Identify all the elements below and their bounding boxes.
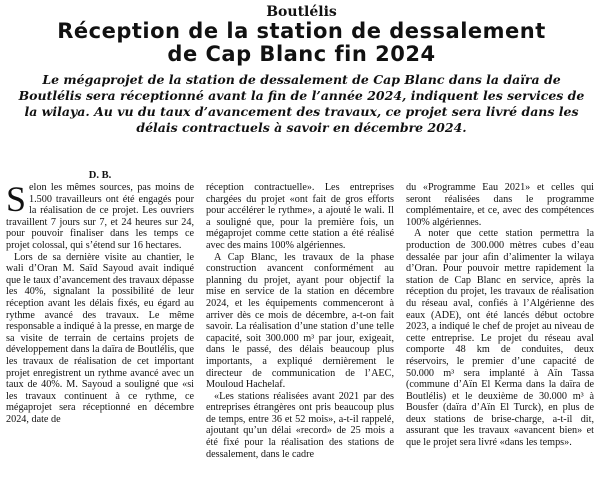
paragraph-text: elon les mêmes sources, pas moins de 1.500 travailleurs ont été engagés pour la réalisation de ce projet. Les ouvriers travaillent 7 jours sur 7, et 24 heures sur 24, pour pouvoir finaliser dans les temps ce projet colossal, qui s’étend sur 16 hectares. xyxy=(6,182,194,251)
article-kicker: Boutlélis xyxy=(266,4,337,20)
headline-line-2: de Cap Blanc fin 2024 xyxy=(167,42,436,66)
paragraph: réception contractuelle». Les entreprises chargées du projet «ont fait de gros efforts pour accélérer le rythme», a ajouté le wali. Il a souligné que, pour la première fois, un mégaprojet comme cette station a été réalisé avec des mains 100% algériennes. xyxy=(206,182,394,251)
paragraph: «Les stations réalisées avant 2021 par des entreprises étrangères ont pris beaucoup plus de temps, entre 36 et 52 mois», a-t-il rappelé, ajoutant qu’un délai «record» de 25 mois a été fixé pour la réalisation des stations de dessalement, dans le cadre xyxy=(206,390,394,460)
article-byline: D. B. xyxy=(88,170,112,181)
body-column-1 xyxy=(6,182,194,477)
paragraph: A Cap Blanc, les travaux de la phase construction avancent conformément au planning du projet, ayant pour objectif la mise en service de la station en décembre 2024, et les équipements commenceront à arriver dès ce mois de décembre, a-t-on fait savoir. La réalisation d’une station d’une telle capacité, soit 300.000 m³ par jour, exigeait, dans le passé, des délais beaucoup plus importants, a expliqué dernièrement le directeur de communication de l’AEC, Mouloud Hachelaf. xyxy=(206,251,394,391)
article-headline xyxy=(0,20,603,66)
paragraph: A noter que cette station permettra la production de 300.000 mètres cubes d’eau dessalée par jour afin d’alimenter la wilaya d’Oran. Pour pouvoir mettre rapidement la station de Cap Blanc en service, après la réception du projet, les travaux de réalisation du réseau aval, confiés à l’Algérienne des eaux (ADE), ont été lancés début octobre 2023, a indiqué le chef de projet au niveau de cette entreprise. Le projet du réseau aval comporte 48 km de conduites, deux réservoirs, le premier d’une capacité de 50.000 m³ sera implanté à Aïn Tassa (commune d’Aïn El Kerma dans la daïra de Boutlélis) et le deuxième de 30.000 m³ à Bousfer (daïra d’Aïn El Turck), en plus de deux stations de brise-charge, a-t-il dit, assurant que les travaux «avancent bien» et que le projet sera livré «dans les temps». xyxy=(406,228,594,449)
body-column-3 xyxy=(406,182,594,477)
body-column-2 xyxy=(206,182,394,477)
paragraph: Lors de sa dernière visite au chantier, le wali d’Oran M. Saïd Sayoud avait indiqué que le taux d’avancement des travaux dépasse les 40%, signalant la possibilité de leur réception avant les délais fixés, eu égard au rythme avancé des travaux. Le même responsable a indiqué à la presse, en marge de sa visite de terrain de certains projets de développement dans la daïra de Boutlélis, que les travaux de réalisation de cet important projet enregistrent un rythme avancé avec un taux de 40%. M. Sayoud a souligné que «si les travaux continuent à ce rythme, ce mégaprojet sera réceptionné en décembre 2024, date de xyxy=(6,251,194,425)
paragraph: du «Programme Eau 2021» et celles qui seront réalisées dans le programme complémentaire, et ce, avec des compétences 100% algériennes. xyxy=(406,182,594,228)
headline-line-1: Réception de la station de dessalement xyxy=(57,19,546,43)
article-standfirst: Le mégaprojet de la station de dessalement de Cap Blanc dans la daïra de Boutlélis sera réceptionné avant la fin de l’année 2024, indiquent les services de la wilaya. Au vu du taux d’avancement des travaux, ce projet sera livré dans les délais contractuels à savoir en décembre 2024. xyxy=(18,72,585,135)
paragraph xyxy=(6,182,194,252)
drop-cap: S xyxy=(6,182,27,219)
